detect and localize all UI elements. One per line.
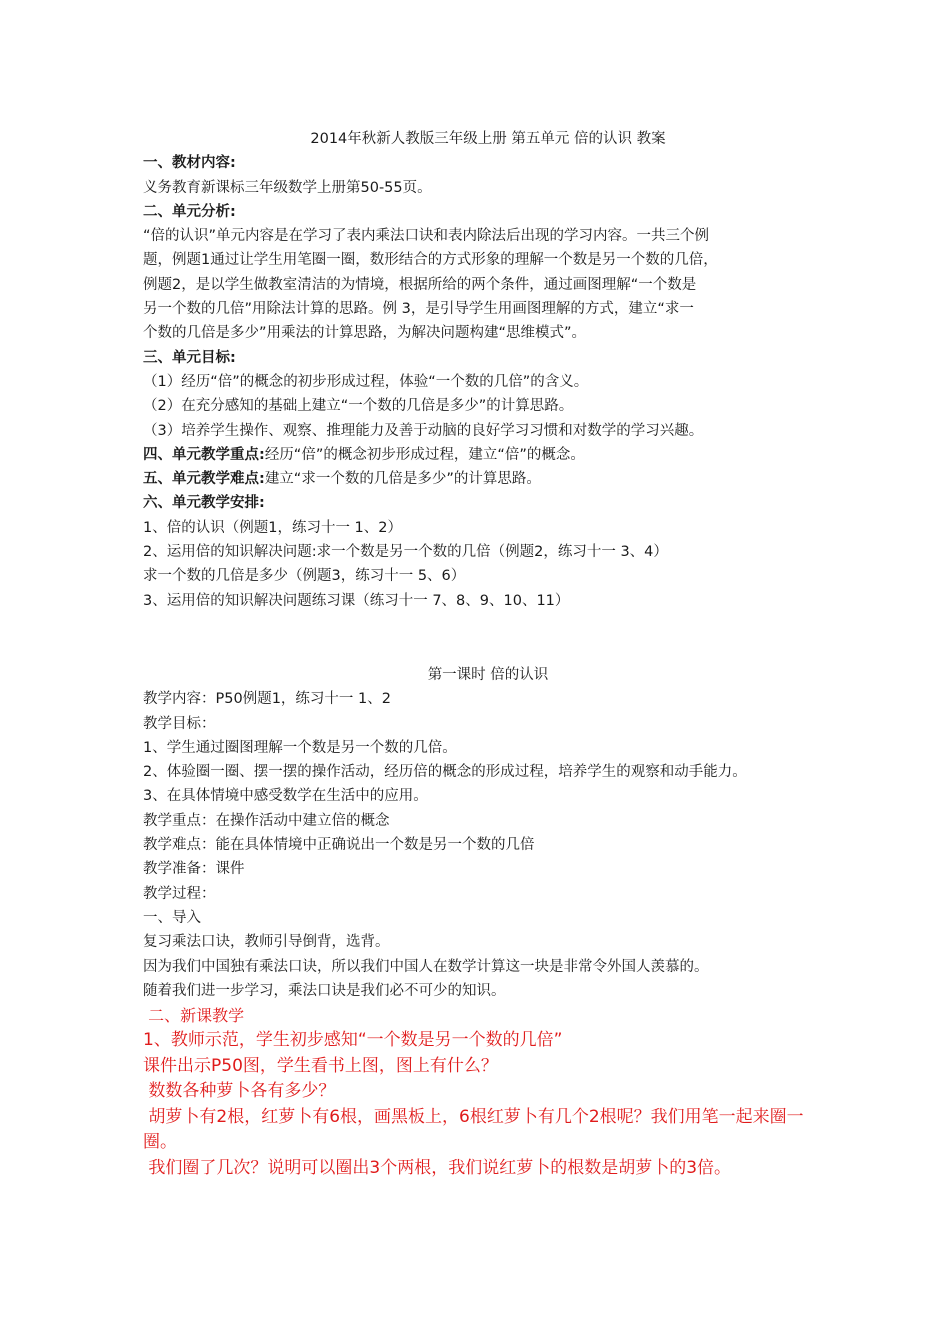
lesson-content: 教学内容：P50例题1，练习十一 1、2	[143, 691, 391, 708]
intro-line: 随着我们进一步学习，乘法口诀是我们必不可少的知识。	[143, 982, 506, 999]
lesson-goal: 2、体验圈一圈、摆一摆的操作活动，经历倍的概念的形成过程，培养学生的观察和动手能力。	[143, 764, 747, 781]
section-heading-materials: 一、教材内容:	[143, 155, 236, 172]
red-teaching-line: 我们圈了几次？说明可以圈出3个两根，我们说红萝卜的根数是胡萝卜的3倍。	[143, 1157, 732, 1178]
lesson-difficulty: 教学难点：能在具体情境中正确说出一个数是另一个数的几倍	[143, 837, 535, 854]
lesson-key-point: 教学重点：在操作活动中建立倍的概念	[143, 812, 390, 829]
lesson-process-label: 教学过程：	[143, 885, 216, 902]
red-teaching-line: 胡萝卜有2根，红萝卜有6根，画黑板上，6根红萝卜有几个2根呢？我们用笔一起来圈一圈。	[143, 1106, 804, 1153]
section-heading-key-points: 四、单元教学重点:	[143, 446, 265, 463]
section-text-difficulties: 建立“求一个数的几倍是多少”的计算思路。	[264, 471, 541, 488]
document-title: 2014年秋新人教版三年级上册 第五单元 倍的认识 教案	[310, 131, 666, 147]
section-heading-difficulties: 五、单元教学难点:	[143, 471, 265, 488]
schedule-line: 3、运用倍的知识解决问题练习课（练习十一 7、8、9、10、11）	[143, 592, 570, 609]
section-heading-goals: 三、单元目标:	[143, 349, 236, 366]
schedule-line: 求一个数的几倍是多少（例题3，练习十一 5、6）	[143, 568, 466, 585]
lesson-goals-label: 教学目标：	[143, 715, 216, 732]
new-lesson-heading: 二、新课教学	[143, 1006, 245, 1026]
intro-line: 复习乘法口诀，教师引导倒背，选背。	[143, 934, 390, 951]
section-text-key-points: 经历“倍”的概念初步形成过程，建立“倍”的概念。	[264, 446, 585, 463]
schedule-line: 2、运用倍的知识解决问题:求一个数是另一个数的几倍（例题2，练习十一 3、4）	[143, 544, 668, 561]
analysis-line: 个数的几倍是多少”用乘法的计算思路，为解决问题构建“思维模式”。	[143, 325, 587, 342]
red-teaching-line: 数数各种萝卜各有多少？	[143, 1081, 336, 1102]
section-heading-schedule: 六、单元教学安排:	[143, 495, 265, 512]
goal-line: （1）经历“倍”的概念的初步形成过程，体验“一个数的几倍”的含义。	[143, 373, 589, 390]
lesson-title: 第一课时 倍的认识	[427, 666, 549, 683]
section-text-materials: 义务教育新课标三年级数学上册第50-55页。	[143, 179, 432, 196]
section-heading-analysis: 二、单元分析:	[143, 203, 236, 220]
goal-line: （2）在充分感知的基础上建立“一个数的几倍是多少”的计算思路。	[143, 398, 574, 415]
lesson-preparation: 教学准备：课件	[143, 861, 245, 878]
analysis-line: “倍的认识”单元内容是在学习了表内乘法口诀和表内除法后出现的学习内容。一共三个例	[143, 228, 710, 245]
intro-line: 因为我们中国独有乘法口诀，所以我们中国人在数学计算这一块是非常令外国人羡慕的。	[143, 958, 709, 975]
lesson-goal: 3、在具体情境中感受数学在生活中的应用。	[143, 788, 428, 805]
red-teaching-line: 1、教师示范，学生初步感知“一个数是另一个数的几倍”	[143, 1030, 563, 1051]
intro-heading: 一、导入	[143, 909, 201, 926]
analysis-line: 例题2，是以学生做教室清洁的为情境，根据所给的两个条件，通过画图理解“一个数是	[143, 276, 697, 293]
schedule-line: 1、倍的认识（例题1，练习十一 1、2）	[143, 519, 403, 536]
red-teaching-line: 课件出示P50图，学生看书上图，图上有什么？	[143, 1055, 498, 1076]
spacer	[143, 613, 833, 663]
section-difficulties	[143, 467, 833, 491]
document-body	[143, 127, 833, 1181]
lesson-goal: 1、学生通过圈图理解一个数是另一个数的几倍。	[143, 739, 457, 756]
analysis-line: 题，例题1通过让学生用笔圈一圈，数形结合的方式形象的理解一个数是另一个数的几倍，	[143, 252, 718, 269]
analysis-line: 另一个数的几倍”用除法计算的思路。例 3，是引导学生用画图理解的方式，建立“求一	[143, 301, 694, 318]
section-key-points	[143, 443, 833, 467]
goal-line: （3）培养学生操作、观察、推理能力及善于动脑的良好学习习惯和对数学的学习兴趣。	[143, 422, 704, 439]
